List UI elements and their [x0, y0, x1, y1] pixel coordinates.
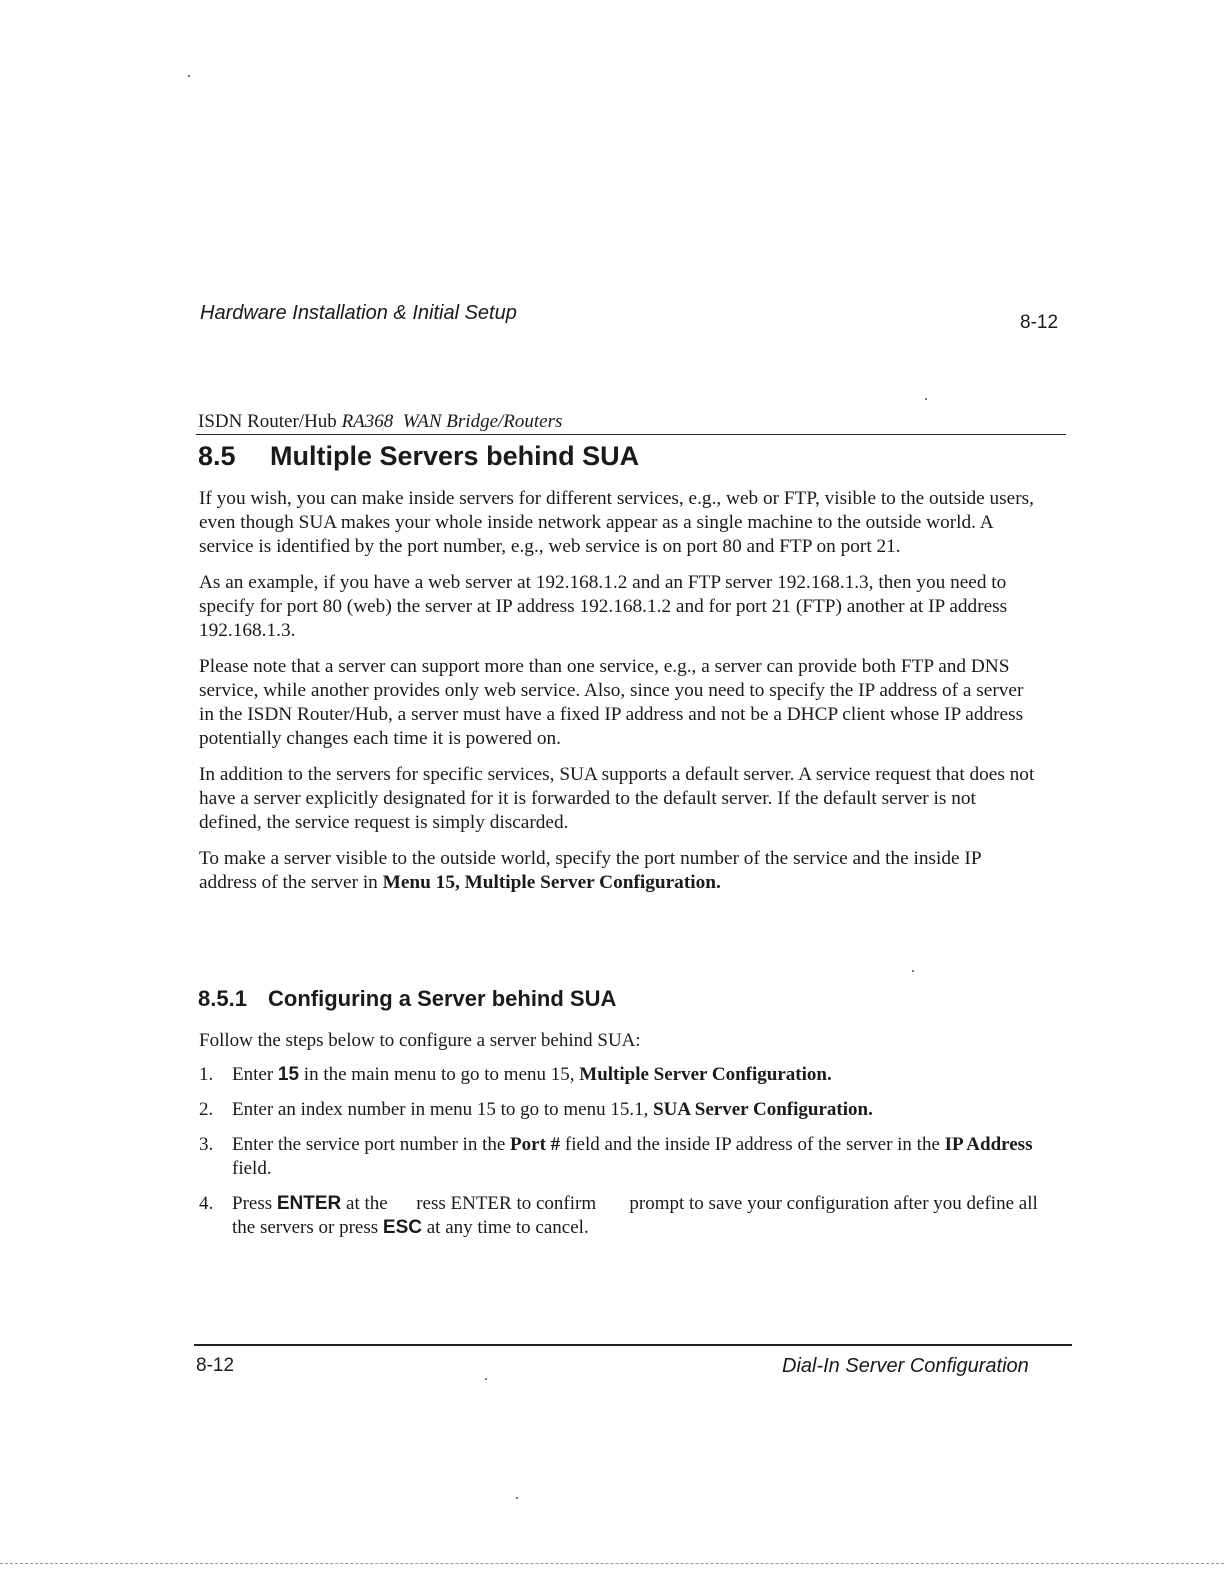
subsection-heading [198, 986, 616, 1012]
step-text-part: field. [232, 1158, 272, 1179]
paragraph-2: As an example, if you have a web server at 192.168.1.2 and an FTP server 192.168.1.3, then you need to specify for port 80 (web) the server at IP address 192.168.1.2 and for port 21 (FTP) another at IP address 192.168.1.3. [199, 572, 1008, 641]
step-text [232, 1098, 1039, 1122]
page-header-number: 8-12 [1020, 312, 1059, 333]
step-text-part: Enter the service port number in the [232, 1134, 511, 1155]
running-head-suffix: WAN Bridge/Routers [402, 411, 563, 432]
section-number: 8.5 [198, 441, 236, 471]
menu-reference: Menu 15, Multiple Server Configuration. [382, 872, 721, 893]
footer-chapter-title: Dial-In Server Configuration [782, 1355, 1029, 1377]
step-text-part: field and the inside IP address of the server in the [560, 1134, 945, 1155]
scan-speck [188, 75, 190, 77]
step-text [232, 1063, 1039, 1087]
steps-list [199, 1063, 1043, 1251]
running-head-model: RA368 [341, 411, 394, 432]
field-name: Port # [510, 1134, 561, 1155]
key-label: ESC [382, 1217, 422, 1238]
step-text-part: Enter [232, 1064, 278, 1085]
paragraph-5-text: To make a server visible to the outside world, specify the port number of the service and the inside IP address of the server in [199, 848, 981, 893]
list-item [199, 1192, 1043, 1240]
running-head-prefix: ISDN Router/Hub [198, 411, 342, 432]
list-item [199, 1098, 1039, 1122]
step-text-part: Enter an index number in menu 15 to go to menu 15.1, [232, 1099, 654, 1120]
list-item [199, 1063, 1039, 1087]
section-heading [198, 441, 639, 472]
field-name: IP Address [944, 1134, 1033, 1155]
section-title: Multiple Servers behind SUA [270, 441, 640, 471]
step-text-part: at any time to cancel. [421, 1217, 589, 1238]
step-text-part: in the main menu to go to menu 15, [299, 1064, 580, 1085]
footer-rule [194, 1344, 1072, 1346]
step-number: 2. [199, 1099, 214, 1120]
scan-edge-line [0, 1563, 1224, 1564]
footer-page-number: 8-12 [196, 1355, 235, 1376]
key-label: 15 [277, 1064, 300, 1085]
scan-speck [912, 970, 914, 972]
step-text [232, 1133, 1039, 1181]
menu-name: SUA Server Configuration. [653, 1099, 873, 1120]
key-label: ENTER [276, 1193, 342, 1214]
subsection-number: 8.5.1 [198, 986, 247, 1011]
step-text-part: Press [232, 1193, 277, 1214]
page-header-title: Hardware Installation & Initial Setup [200, 302, 517, 324]
running-head [198, 411, 562, 433]
paragraph-5 [199, 847, 1039, 895]
menu-name: Multiple Server Configuration. [579, 1064, 832, 1085]
steps-lead: Follow the steps below to configure a server behind SUA: [199, 1030, 641, 1051]
subsection-title: Configuring a Server behind SUA [268, 986, 617, 1011]
header-rule [196, 434, 1066, 435]
paragraph-1: If you wish, you can make inside servers for different services, e.g., web or FTP, visible to the outside users, even though SUA makes your whole inside network appear as a single machine to the outside world. A service is identified by the port number, e.g., web service is on port 80 and FTP on port 21. [199, 488, 1034, 557]
step-text-part: at the ress ENTER to confirm prompt to save your configuration after you define all the servers or press [232, 1193, 1043, 1238]
scan-speck [485, 1378, 487, 1380]
step-text [232, 1192, 1043, 1240]
step-number: 3. [199, 1134, 214, 1155]
section-body [199, 487, 1039, 907]
scan-speck [925, 398, 927, 400]
paragraph-4: In addition to the servers for specific services, SUA supports a default server. A service request that does not have a server explicitly designated for it is forwarded to the default server. If the default server is not defined, the service request is simply discarded. [199, 764, 1035, 833]
scan-speck [516, 1497, 518, 1499]
step-number: 1. [199, 1064, 214, 1085]
step-number: 4. [199, 1193, 214, 1214]
list-item [199, 1133, 1039, 1181]
paragraph-3: Please note that a server can support more than one service, e.g., a server can provide both FTP and DNS service, while another provides only web service. Also, since you need to specify the IP address of a server in the ISDN Router/Hub, a server must have a fixed IP address and not be a DHCP client whose IP address potentially changes each time it is powered on. [199, 656, 1024, 749]
